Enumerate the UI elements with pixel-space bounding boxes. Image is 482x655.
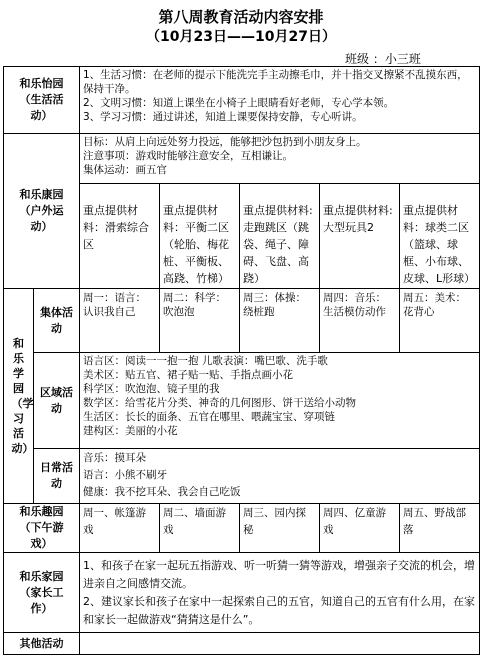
home-line: 2、建议家长和孩子在家中一起探索自己的五官，知道自己的五官有什么用，在家和家长一起做游戏“猜猜这是什么”。: [83, 595, 475, 626]
life-row: [4, 67, 480, 134]
outdoor-row: [4, 134, 480, 184]
material-cell: 重点提供材料:大型玩具2: [320, 184, 400, 289]
outdoor-info: [80, 134, 480, 184]
group-day: 周三：体操：绕桩跑: [240, 289, 320, 353]
other-row: [4, 633, 480, 655]
life-line: 2、文明习惯：知道上课坐在小椅子上眼睛看好老师，专心学本领。: [83, 97, 395, 109]
home-label-text: 和乐家园（家长工作）: [19, 569, 64, 615]
fun-day: 周一、帐篷游戏: [80, 504, 160, 553]
area-line: 建构区：美丽的小花: [83, 425, 178, 437]
material-cell: 重点提供材料：平衡二区（轮胎、梅花桩、平衡板、高跷、竹梯）: [160, 184, 240, 289]
fun-label: [4, 504, 80, 553]
page-title: 第八周教育活动内容安排: [158, 8, 324, 26]
fun-row: [4, 504, 480, 553]
study-area-row: [4, 353, 480, 449]
outdoor-group: 集体运动：画五官: [83, 164, 167, 176]
area-content: [80, 353, 480, 449]
outdoor-label-text: 和乐康园（户外运动）: [19, 188, 64, 233]
date-range: （10月23日——10月27日）: [146, 29, 336, 45]
schedule-table: [3, 66, 480, 655]
life-label: [4, 67, 80, 134]
home-content: [80, 553, 480, 633]
other-content: [80, 633, 480, 655]
home-line: 1、和孩子在家一起玩五指游戏、听一听猜一猜等游戏，增强亲子交流的机会，增进亲自之间感情交流。: [83, 559, 475, 590]
group-day: 周五：美术：花背心: [400, 289, 480, 353]
life-line: 3、学习习惯：通过讲述，知道上课要保持安静，专心听讲。: [83, 111, 363, 123]
group-day: 周一：语言：认识我自己: [80, 289, 160, 353]
area-line: 生活区：长长的面条、五官在哪里、喂蔬宝宝、穿项链: [83, 411, 335, 423]
daily-content: [80, 449, 480, 504]
outdoor-goal: 目标：从肩上向远处努力投远，能够把沙包扔到小朋友身上。: [83, 136, 367, 148]
area-line: 语言区：阅读一一抱一抱 儿歌表演：嘴巴歌、洗手歌: [83, 355, 328, 367]
class-label: 班级 ：小三班: [345, 52, 421, 66]
study-group-row: [4, 289, 480, 353]
life-content: [80, 67, 480, 134]
group-day: 周二：科学：吹泡泡: [160, 289, 240, 353]
life-line: 1、生活习惯：在老师的提示下能洗完手主动擦毛巾，并十指交叉擦紧不乱摸东西，保持干净。: [83, 69, 468, 95]
daily-line: 音乐：摸耳朵: [83, 452, 146, 464]
group-day: 周四：音乐：生活模仿动作: [320, 289, 400, 353]
group-label: 集体活动: [34, 289, 80, 353]
material-cell: 重点提供材料：滑索综合区: [80, 184, 160, 289]
life-label-text: 和乐怡园（生活活动）: [19, 77, 64, 122]
study-label-text: 和乐学园（学习活动）: [11, 336, 34, 455]
fun-day: 周四、亿童游戏: [320, 504, 400, 553]
daily-label: 日常活动: [34, 449, 80, 504]
fun-day: 周五、野战部落: [400, 504, 480, 553]
study-daily-row: [4, 449, 480, 504]
home-row: [4, 553, 480, 633]
daily-line: 语言：小熊不刷牙: [83, 469, 167, 481]
outdoor-note: 注意事项：游戏时能够注意安全，互相谦让。: [83, 150, 293, 162]
material-cell: 重点提供材料：球类二区（篮球、球框、小布球、皮球、L形球）: [400, 184, 480, 289]
home-label: [4, 553, 80, 633]
fun-label-text: 和乐趣园（下午游戏）: [19, 505, 64, 550]
material-cell: 重点提供材料:走跑跳区（跳袋、绳子、障碍、飞盘、高跷）: [240, 184, 320, 289]
area-line: 科学区：吹泡泡、镜子里的我: [83, 383, 220, 395]
study-label: [4, 289, 34, 504]
daily-line: 健康：我不挖耳朵、我会自己吃饭: [83, 486, 241, 498]
fun-day: 周三、园内探秘: [240, 504, 320, 553]
outdoor-label: [4, 134, 80, 289]
area-label: 区域活动: [34, 353, 80, 449]
area-line: 美术区：贴五官、裙子贴一贴、手指点画小花: [83, 369, 293, 381]
area-line: 数学区：给雪花片分类、神奇的几何图形、饼干送给小动物: [83, 397, 356, 409]
other-label: 其他活动: [4, 633, 80, 655]
fun-day: 周二、墙面游戏: [160, 504, 240, 553]
